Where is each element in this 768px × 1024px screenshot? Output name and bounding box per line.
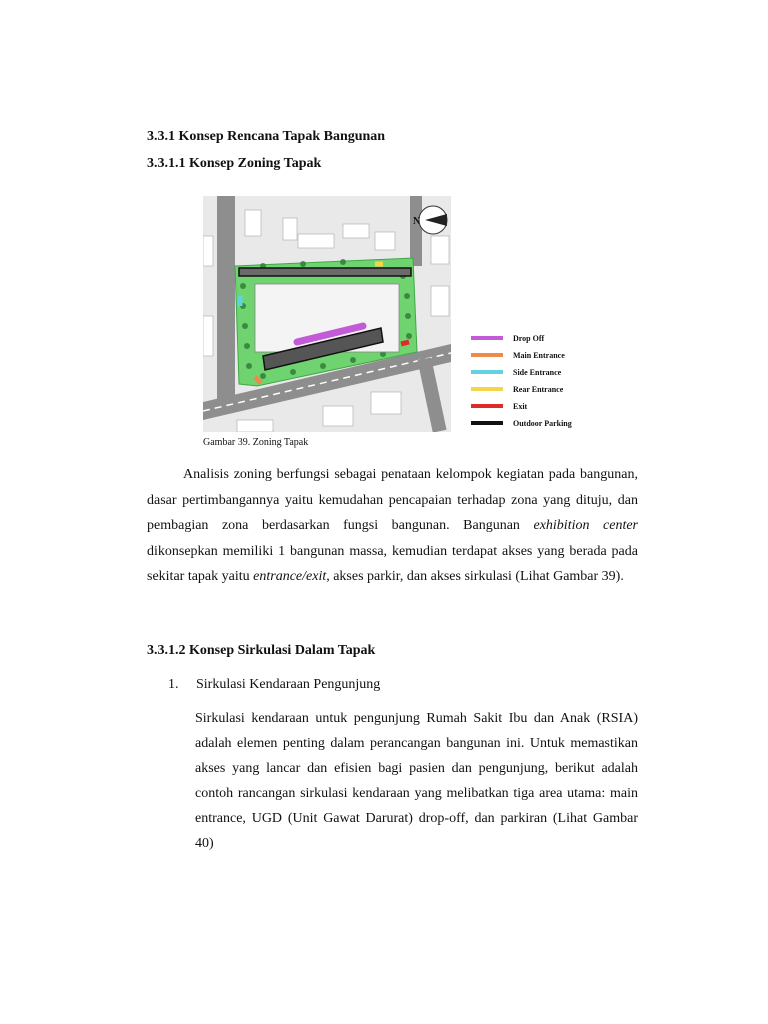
subsection-heading: 3.3.1.1 Konsep Zoning Tapak	[147, 156, 322, 171]
list-item	[168, 677, 380, 693]
figure-caption: Gambar 39. Zoning Tapak	[203, 437, 309, 448]
subsection-heading-circulation: 3.3.1.2 Konsep Sirkulasi Dalam Tapak	[147, 643, 376, 658]
paragraph-circulation: Sirkulasi kendaraan untuk pengunjung Rumah Sakit Ibu dan Anak (RSIA) adalah elemen penting dalam perancangan bangunan ini. Untuk memastikan akses yang lancar dan efisien bagi pasien dan pengunjung, berikut adalah contoh rancangan sirkulasi kendaraan yang melibatkan tiga area utama: main entrance, UGD (Unit Gawat Darurat) drop-off, dan parkiran (Lihat Gambar 40)	[195, 711, 638, 851]
legend-label: Main Entrance	[513, 351, 565, 360]
list-number: 1.	[168, 677, 179, 692]
zoning-site-figure	[203, 196, 585, 432]
legend-label: Drop Off	[513, 334, 545, 343]
legend-label: Side Entrance	[513, 368, 562, 377]
side-road-right	[410, 196, 422, 266]
exit-marker	[401, 342, 409, 344]
legend-label: Exit	[513, 402, 528, 411]
side-road-left	[217, 196, 235, 401]
list-label: Sirkulasi Kendaraan Pengunjung	[196, 677, 381, 692]
figure-legend	[471, 334, 572, 428]
legend-label: Outdoor Parking	[513, 419, 572, 428]
site-plan-map	[203, 196, 585, 432]
north-label: N	[413, 216, 421, 227]
paragraph-zoning: Analisis zoning berfungsi sebagai penataan kelompok kegiatan pada bangunan, dasar pertimbangannya yaitu kemudahan pencapaian terhadap zona yang dituju, dan pembagian zona berdasarkan fungsi bangunan. Bangunan exhibition center dikonsepkan memiliki 1 bangunan massa, kemudian terdapat akses yang berada pada sekitar tapak yaitu entrance/exit, akses parkir, dan akses sirkulasi (Lihat Gambar 39).	[147, 467, 639, 584]
outdoor-parking-top	[239, 268, 411, 276]
legend-label: Rear Entrance	[513, 385, 564, 394]
section-heading: 3.3.1 Konsep Rencana Tapak Bangunan	[147, 129, 386, 144]
